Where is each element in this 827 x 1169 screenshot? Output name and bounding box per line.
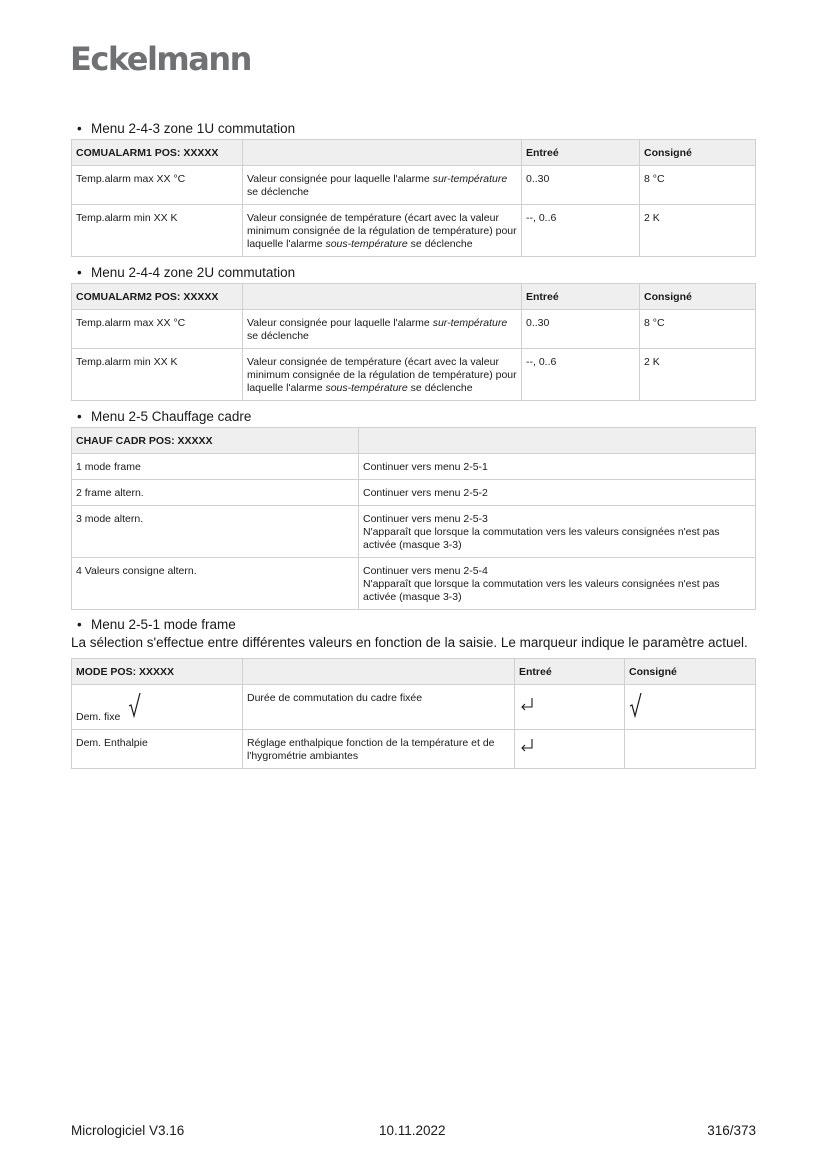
bullet-icon: • xyxy=(77,617,82,632)
action-cell: Continuer vers menu 2-5-2 xyxy=(359,480,756,506)
table-header-row xyxy=(72,140,756,166)
description-cell: Réglage enthalpique fonction de la température et de l'hygrométrie ambiantes xyxy=(243,729,515,768)
param-cell xyxy=(72,684,243,729)
setpoint-cell: 8 °C xyxy=(640,310,756,349)
table-header-row xyxy=(72,428,756,454)
section-menu-2-5 xyxy=(71,408,756,610)
eckelmann-logo: Eckelmann xyxy=(70,40,251,78)
header-cell: Entreé xyxy=(515,658,625,684)
section-heading xyxy=(77,120,756,137)
menu-2-5-table xyxy=(71,427,756,610)
header-cell xyxy=(243,658,515,684)
table-row xyxy=(72,506,756,558)
entry-cell: --, 0..6 xyxy=(522,349,640,401)
header-cell xyxy=(243,284,522,310)
header-cell xyxy=(243,140,522,166)
entry-cell: 0..30 xyxy=(522,310,640,349)
menu-2-4-4-table xyxy=(71,283,756,401)
header-cell: MODE POS: XXXXX xyxy=(72,658,243,684)
setpoint-cell: 2 K xyxy=(640,349,756,401)
menu-2-5-1-table xyxy=(71,658,756,769)
menu-item-cell: 4 Valeurs consigne altern. xyxy=(72,558,359,610)
setpoint-cell: 2 K xyxy=(640,205,756,257)
description-cell: Durée de commutation du cadre fixée xyxy=(243,684,515,729)
heading-text: Menu 2-4-4 zone 2U commutation xyxy=(91,265,296,280)
param-cell: Temp.alarm min XX K xyxy=(72,205,243,257)
header-cell: Entreé xyxy=(522,284,640,310)
table-row xyxy=(72,205,756,257)
bullet-icon: • xyxy=(77,409,82,424)
bullet-icon: • xyxy=(77,121,82,136)
table-row xyxy=(72,454,756,480)
header-cell: Entreé xyxy=(522,140,640,166)
header-cell: COMUALARM1 POS: XXXXX xyxy=(72,140,243,166)
menu-item-cell: 1 mode frame xyxy=(72,454,359,480)
heading-text: Menu 2-5-1 mode frame xyxy=(91,617,236,632)
table-row xyxy=(72,349,756,401)
heading-text: Menu 2-4-3 zone 1U commutation xyxy=(91,121,296,136)
entry-cell xyxy=(515,729,625,768)
table-row xyxy=(72,558,756,610)
description-cell: Valeur consignée de température (écart avec la valeur minimum consignée de la régulation de température) pour laquelle l'alarme sous-température se déclenche xyxy=(243,205,522,257)
page-number: 316/373 xyxy=(707,1123,756,1138)
param-cell: Temp.alarm max XX °C xyxy=(72,166,243,205)
header-cell: Consigné xyxy=(640,284,756,310)
param-cell: Temp.alarm min XX K xyxy=(72,349,243,401)
header-cell: Consigné xyxy=(625,658,756,684)
firmware-version: Micrologiciel V3.16 xyxy=(71,1123,185,1138)
table-row xyxy=(72,729,756,768)
entry-cell: 0..30 xyxy=(522,166,640,205)
section-heading xyxy=(77,616,756,633)
action-cell: Continuer vers menu 2-5-4 N'apparaît que lorsque la commutation vers les valeurs consignées n'est pas activée (masque 3-3) xyxy=(359,558,756,610)
footer-date: 10.11.2022 xyxy=(379,1123,446,1138)
section-heading xyxy=(77,264,756,281)
header-cell xyxy=(359,428,756,454)
action-cell: Continuer vers menu 2-5-3 N'apparaît que lorsque la commutation vers les valeurs consignées n'est pas activée (masque 3-3) xyxy=(359,506,756,558)
setpoint-cell: 8 °C xyxy=(640,166,756,205)
menu-item-cell: 3 mode altern. xyxy=(72,506,359,558)
table-row xyxy=(72,166,756,205)
setpoint-cell xyxy=(625,684,756,729)
param-cell: Dem. Enthalpie xyxy=(72,729,243,768)
check-mark-icon xyxy=(629,692,643,718)
table-header-row xyxy=(72,284,756,310)
bullet-icon: • xyxy=(77,265,82,280)
param-cell: Temp.alarm max XX °C xyxy=(72,310,243,349)
description-cell: Valeur consignée pour laquelle l'alarme sur-température se déclenche xyxy=(243,310,522,349)
check-mark-icon xyxy=(128,692,142,718)
table-header-row xyxy=(72,658,756,684)
intro-paragraph: La sélection s'effectue entre différentes valeurs en fonction de la saisie. Le marqueur indique le paramètre actuel. xyxy=(71,635,748,650)
entry-cell xyxy=(515,684,625,729)
section-menu-2-5-1 xyxy=(71,616,756,769)
header-cell: COMUALARM2 POS: XXXXX xyxy=(72,284,243,310)
table-row xyxy=(72,310,756,349)
entry-cell: --, 0..6 xyxy=(522,205,640,257)
enter-key-icon xyxy=(519,737,535,753)
table-row xyxy=(72,480,756,506)
table-row xyxy=(72,684,756,729)
param-label: Dem. fixe xyxy=(76,710,121,723)
setpoint-cell xyxy=(625,729,756,768)
section-menu-2-4-4 xyxy=(71,264,756,401)
section-heading xyxy=(77,408,756,425)
section-menu-2-4-3 xyxy=(71,120,756,257)
action-cell: Continuer vers menu 2-5-1 xyxy=(359,454,756,480)
header-cell: Consigné xyxy=(640,140,756,166)
heading-text: Menu 2-5 Chauffage cadre xyxy=(91,409,252,424)
description-cell: Valeur consignée de température (écart avec la valeur minimum consignée de la régulation de température) pour laquelle l'alarme sous-température se déclenche xyxy=(243,349,522,401)
page-footer xyxy=(71,1123,756,1139)
enter-key-icon xyxy=(519,696,535,712)
menu-item-cell: 2 frame altern. xyxy=(72,480,359,506)
menu-2-4-3-table xyxy=(71,139,756,257)
header-cell: CHAUF CADR POS: XXXXX xyxy=(72,428,359,454)
description-cell: Valeur consignée pour laquelle l'alarme sur-température se déclenche xyxy=(243,166,522,205)
